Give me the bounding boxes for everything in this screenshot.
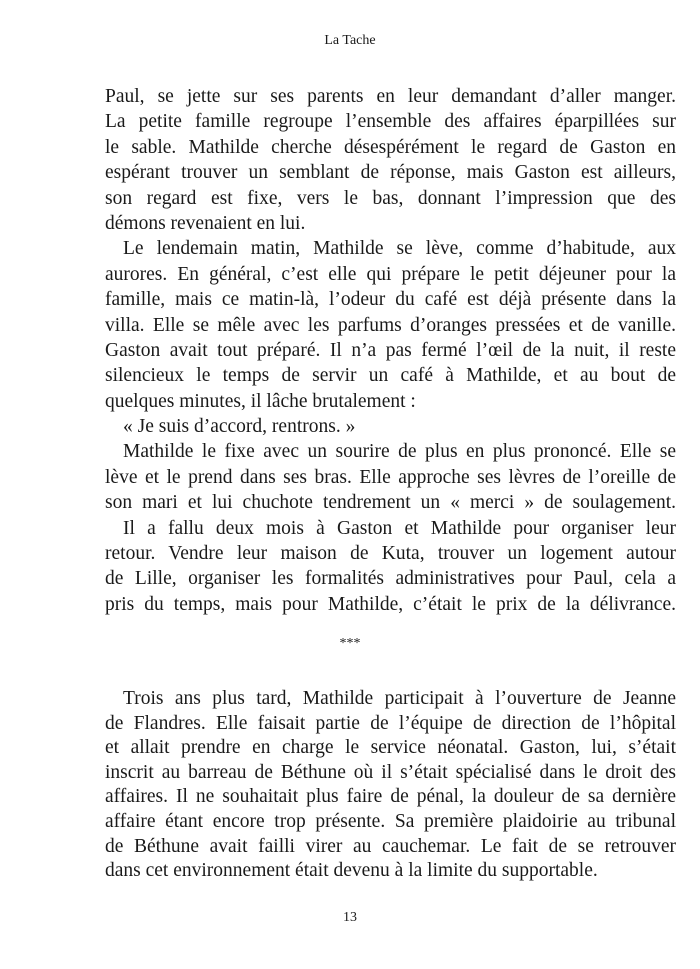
text-line: retour. Vendre leur maison de Kuta, trouver un logement autour xyxy=(105,543,676,565)
text-line: affaires. Il ne souhaitait plus faire de pénal, la douleur de sa dernière xyxy=(105,786,676,808)
text-line: dans cet environnement était devenu à la limite du supportable. xyxy=(105,860,598,882)
text-line: silencieux le temps de servir un café à Mathilde, et au bout de xyxy=(105,365,676,387)
text-line: pris du temps, mais pour Mathilde, c’était le prix de la délivrance. xyxy=(105,593,676,615)
text-line: famille, mais ce matin-là, l’odeur du café est déjà présente dans la xyxy=(105,289,676,311)
text-line: son mari et lui chuchote tendrement un « merci » de soulagement. xyxy=(105,492,676,514)
text-line: Mathilde le fixe avec un sourire de plus en plus prononcé. Elle se xyxy=(123,441,676,463)
text-line: son regard est fixe, vers le bas, donnant l’impression que des xyxy=(105,187,676,209)
text-line: de Flandres. Elle faisait partie de l’équipe de direction de l’hôpital xyxy=(105,712,676,734)
text-line: le sable. Mathilde cherche désespérément le regard de Gaston en xyxy=(105,136,676,158)
text-line: inscrit au barreau de Béthune où il s’était spécialisé dans le droit des xyxy=(105,761,676,783)
text-line: de Lille, organiser les formalités administratives pour Paul, cela a xyxy=(105,568,676,590)
text-line: espérant trouver un semblant de réponse, mais Gaston est ailleurs, xyxy=(105,162,676,184)
text-line: Trois ans plus tard, Mathilde participait à l’ouverture de Jeanne xyxy=(123,688,676,709)
text-line: La petite famille regroupe l’ensemble des affaires éparpillées sur xyxy=(105,111,676,133)
text-line: Paul, se jette sur ses parents en leur demandant d’aller manger. xyxy=(105,86,676,107)
text-line: affaire étant encore trop présente. Sa première plaidoirie au tribunal xyxy=(105,810,676,832)
text-line: lève et le prend dans ses bras. Elle approche ses lèvres de l’oreille de xyxy=(105,466,676,488)
text-line: de Béthune avait failli virer au cauchemar. Le fait de se retrouver xyxy=(105,835,676,857)
section-separator: *** xyxy=(339,636,361,651)
body-text-section-2 xyxy=(105,687,676,884)
running-header: La Tache xyxy=(324,33,376,48)
text-line: démons revenaient en lui. xyxy=(105,212,306,234)
text-line: et allait prendre en charge le service néonatal. Gaston, lui, s’était xyxy=(105,737,676,759)
text-line: aurores. En général, c’est elle qui prépare le petit déjeuner pour la xyxy=(105,263,676,285)
text-line: Il a fallu deux mois à Gaston et Mathilde pour organiser leur xyxy=(123,517,676,539)
text-line: Le lendemain matin, Mathilde se lève, comme d’habitude, aux xyxy=(123,238,676,260)
text-line: Gaston avait tout préparé. Il n’a pas fermé l’œil de la nuit, il reste xyxy=(105,339,676,361)
text-line: quelques minutes, il lâche brutalement : xyxy=(105,390,416,412)
text-line: villa. Elle se mêle avec les parfums d’oranges pressées et de vanille. xyxy=(105,314,676,336)
text-line: « Je suis d’accord, rentrons. » xyxy=(123,416,356,438)
page-number: 13 xyxy=(343,910,357,925)
body-text-section-1 xyxy=(105,84,676,617)
